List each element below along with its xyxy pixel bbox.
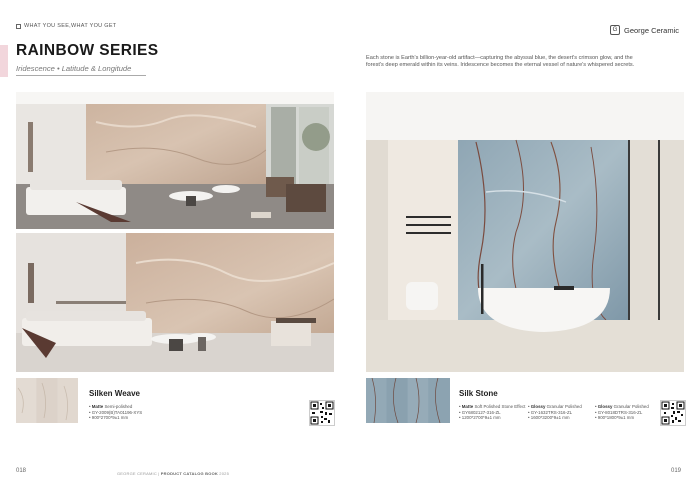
logo-icon: G xyxy=(610,25,620,35)
qr-code-silk-stone[interactable] xyxy=(660,400,686,426)
bathroom-photo xyxy=(366,92,684,372)
bathroom-scene xyxy=(366,92,684,372)
footer-text: GEORGE CERAMIC | PRODUCT CATALOG BOOK 2025 xyxy=(117,471,229,476)
swatch-silk-stone xyxy=(366,378,450,423)
accent-bar xyxy=(0,45,8,77)
spec-silk-stone-glossy-1: • Glossy Granular Polished • GY-1632TRS-316-ZL • 1600*3200*9±1 mm xyxy=(528,404,582,421)
silk-stone-tiles xyxy=(366,378,450,423)
subtitle-underline xyxy=(16,75,146,76)
page-subtitle: Iridescence • Latitude & Longitude xyxy=(16,64,132,73)
qr-code-icon xyxy=(661,401,685,425)
living-room-photo-2 xyxy=(16,233,334,372)
product-name-silk-stone: Silk Stone xyxy=(459,389,498,398)
box-icon xyxy=(16,24,21,29)
page-number-right: 019 xyxy=(671,468,682,474)
tagline: WHAT YOU SEE,WHAT YOU GET xyxy=(16,23,116,29)
series-description: Each stone is Earth's billion-year-old artifact—capturing the abyssal blue, the desert's crimson glow, and the forest's deep emerald within its veins. Iridescence becomes the eternal vessel of nature's whispered secrets. xyxy=(366,55,635,68)
page-number-left: 018 xyxy=(16,468,27,474)
spec-silk-stone-glossy-2: • Glossy Granular Polished • GY-8018DTRS-316-ZL • 900*1800*9±1 mm xyxy=(595,404,649,421)
qr-code-silken-weave[interactable] xyxy=(309,400,335,426)
product-name-silken-weave: Silken Weave xyxy=(89,389,140,398)
spec-silk-stone-matte: • Matte Soft Polished Stone Effect • GY6802127-316-ZL • 1200*2700*9±1 mm xyxy=(459,404,526,421)
living-room-scene-2 xyxy=(16,233,334,372)
swatch-silken-weave xyxy=(16,378,78,423)
brand-logo: G George Ceramic xyxy=(610,25,679,35)
living-room-photo-1 xyxy=(16,92,334,229)
living-room-scene-1 xyxy=(16,92,334,229)
silken-weave-tiles xyxy=(16,378,78,423)
spec-silken-weave: • Matte Semi-polished • GY-2009(B)TA01196-XYS • 900*2700*9±1 mm xyxy=(89,404,143,421)
qr-code-icon xyxy=(310,401,334,425)
page-title: RAINBOW SERIES xyxy=(16,42,159,59)
